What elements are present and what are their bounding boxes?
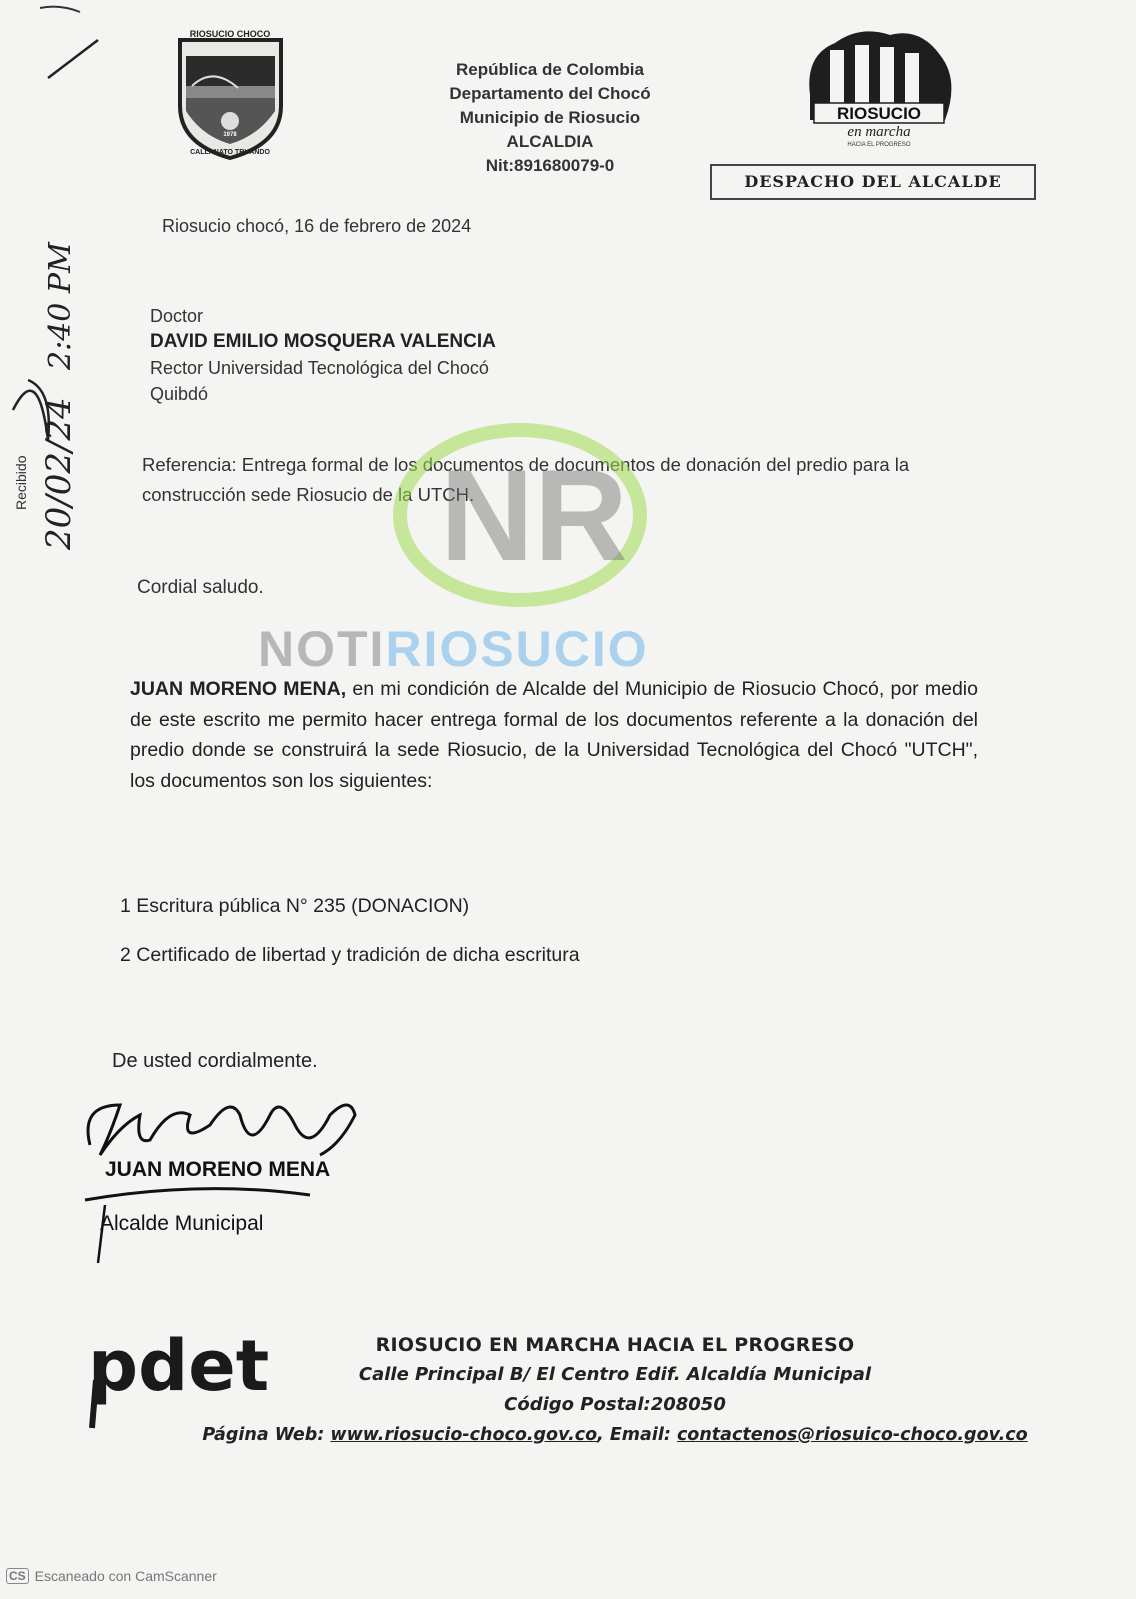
footer-postal: Código Postal:208050 <box>504 1394 726 1415</box>
notiriosucio-watermark-logo <box>390 420 650 620</box>
country-line: República de Colombia <box>456 60 644 79</box>
recipient-block <box>150 303 496 407</box>
body-paragraph <box>130 674 978 796</box>
despacho-box: DESPACHO DEL ALCALDE <box>710 164 1036 200</box>
pdet-logo-text: pdet <box>88 1325 270 1407</box>
closing-line: De usted cordialmente. <box>112 1050 318 1072</box>
shield-top-text: RIOSUCIO CHOCO <box>189 29 271 39</box>
list-item: 1 Escritura pública N° 235 (DONACION) <box>120 895 470 917</box>
body-text: en mi condición de Alcalde del Municipio de Riosucio Chocó, por medio de este escrito me permito hacer entrega formal de los documentos referente a la donación del predio donde se construirá la sede Riosucio, de la Universidad Tecnológica del Chocó "UTCH", los documentos son los siguientes: <box>130 678 978 792</box>
list-item: 2 Certificado de libertad y tradición de dicha escritura <box>120 944 580 966</box>
watermark-riosucio: RIOSUCIO <box>385 621 649 677</box>
stamp-time: 2:40 PM <box>43 242 78 370</box>
reference-line: Referencia: Entrega formal de los documentos de documentos de donación del predio para la construcción sede Riosucio de la UTCH. <box>142 454 910 505</box>
brand-name: RIOSUCIO <box>836 104 922 123</box>
brand-tag: HACIA EL PROGRESO <box>847 142 911 148</box>
footer <box>200 1330 1030 1450</box>
footer-address: Calle Principal B/ El Centro Edif. Alcaldía Municipal <box>358 1364 872 1385</box>
municipal-shield-logo <box>168 26 293 161</box>
signer-name: JUAN MORENO MENA <box>105 1158 331 1181</box>
email-link[interactable]: contactenos@riosuico-choco.gov.co <box>676 1425 1028 1445</box>
email-label: , Email: <box>597 1425 677 1445</box>
pen-mark <box>40 0 110 90</box>
watermark-initials: NR <box>440 442 628 588</box>
document-list <box>120 895 580 993</box>
stamp-received-label: Recibido <box>13 455 29 510</box>
recipient-position: Rector Universidad Tecnológica del Chocó <box>150 358 489 378</box>
sender-name: JUAN MORENO MENA, <box>130 678 347 700</box>
received-stamp <box>8 240 108 560</box>
greeting: Cordial saludo. <box>137 577 264 598</box>
shield-year: 1978 <box>223 132 237 138</box>
nit-line: Nit:891680079-0 <box>485 156 615 175</box>
riosucio-en-marcha-logo <box>800 25 955 150</box>
municipality-line: Municipio de Riosucio <box>459 108 641 127</box>
stamp-date: 20/02/24 <box>39 397 79 550</box>
notiriosucio-watermark-text <box>258 620 649 678</box>
watermark-noti: NOTI <box>258 621 386 677</box>
website-link[interactable]: www.riosucio-choco.gov.co <box>330 1425 598 1445</box>
shield-bottom-text: CALLANATO TRUANDO <box>190 149 270 156</box>
office-line: ALCALDIA <box>506 132 594 151</box>
camscanner-text: Escaneado con CamScanner <box>34 1568 217 1584</box>
date-line: Riosucio chocó, 16 de febrero de 2024 <box>162 216 472 236</box>
brand-sub: en marcha <box>847 124 911 140</box>
recipient-name: DAVID EMILIO MOSQUERA VALENCIA <box>150 331 496 352</box>
letterhead <box>400 58 700 178</box>
signer-title: Alcalde Municipal <box>100 1212 264 1235</box>
web-label: Página Web: <box>202 1425 331 1445</box>
department-line: Departamento del Chocó <box>449 84 651 103</box>
recipient-title: Doctor <box>150 306 204 326</box>
footer-slogan: RIOSUCIO EN MARCHA HACIA EL PROGRESO <box>375 1334 855 1356</box>
footer-contact <box>200 1420 1030 1450</box>
camscanner-mark <box>6 1568 217 1584</box>
camscanner-icon: CS <box>6 1568 29 1584</box>
recipient-city: Quibdó <box>150 384 209 404</box>
